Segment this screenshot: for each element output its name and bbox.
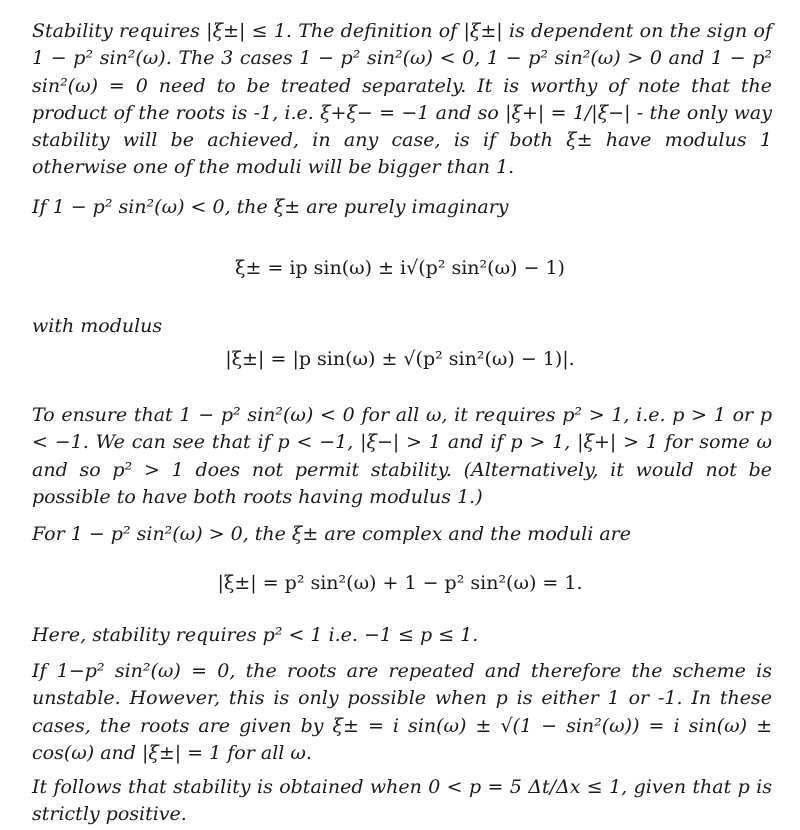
paragraph-conclusion: It follows that stability is obtained when 0 < p = 5 Δt/Δx ≤ 1, given that p is strictly positive. [32,776,772,826]
paragraph-case-zero: If 1−p² sin²(ω) = 0, the roots are repeated and therefore the scheme is unstable. However, this is only possible when p is either 1 or -1. In these cases, the roots are given by ξ± = i sin(ω) ± √(1 − sin²(ω)) = i sin(ω) ± cos(ω) and |ξ±| = 1 for all ω. [32,660,772,764]
equation-modulus-imaginary: |ξ±| = |p sin(ω) ± √(p² sin²(ω) − 1)|. [225,348,575,370]
paragraph-case-negative: If 1 − p² sin²(ω) < 0, the ξ± are purely imaginary [32,196,509,218]
equation-roots-imaginary: ξ± = ip sin(ω) ± i√(p² sin²(ω) − 1) [235,257,565,279]
paragraph-ensure-negative: To ensure that 1 − p² sin²(ω) < 0 for all ω, it requires p² > 1, i.e. p > 1 or p < −1. We can see that if p < −1, |ξ−| > 1 and if p > 1, |ξ+| > 1 for some ω and so p² > 1 does not permit stability. (Alternatively, it would not be possible to have both roots having modulus 1.) [32,404,772,508]
paragraph-stability-range: Here, stability requires p² < 1 i.e. −1 ≤ p ≤ 1. [32,624,479,646]
paragraph-case-positive: For 1 − p² sin²(ω) > 0, the ξ± are complex and the moduli are [32,523,632,545]
label-with-modulus: with modulus [32,315,163,337]
equation-modulus-complex: |ξ±| = p² sin²(ω) + 1 − p² sin²(ω) = 1. [217,572,583,594]
paragraph-stability-intro: Stability requires |ξ±| ≤ 1. The definition of |ξ±| is dependent on the sign of 1 − p² sin²(ω). The 3 cases 1 − p² sin²(ω) < 0, 1 − p² sin²(ω) > 0 and 1 − p² sin²(ω) = 0 need to be treated separately. It is worthy of note that the product of the roots is -1, i.e. ξ+ξ− = −1 and so |ξ+| = 1/|ξ−| - the only way stability will be achieved, in any case, is if both ξ± have modulus 1 otherwise one of the moduli will be bigger than 1. [32,20,772,179]
